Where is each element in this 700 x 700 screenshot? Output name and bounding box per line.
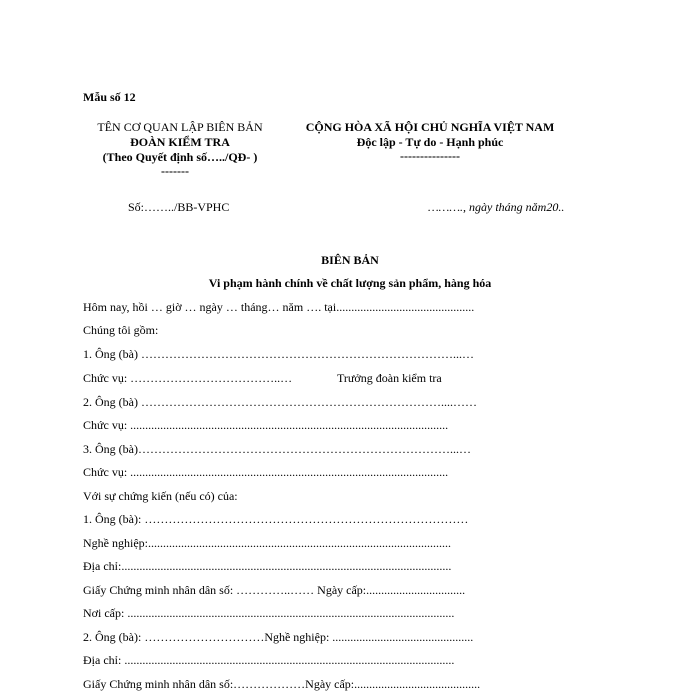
form-number: Mẫu số 12 [83, 90, 136, 104]
member-2-name: 2. Ông (bà) …………………………………………………………………....…… [83, 395, 477, 409]
decision-ref: (Theo Quyết định số…../QĐ- ) [102, 150, 258, 164]
witness-1-id: Giấy Chứng minh nhân dân số: …………..…… Ngày cấp:................................. [83, 583, 466, 597]
country-name: CỘNG HÒA XÃ HỘI CHỦ NGHĨA VIỆT NAM [305, 120, 555, 134]
right-header [285, 120, 575, 162]
participants-heading: Chúng tôi gồm: [83, 323, 159, 337]
date-location-line: Hôm nay, hồi … giờ … ngày … tháng… năm …. tại.............................................. [83, 300, 475, 314]
document-date: ………., ngày tháng năm20.. [428, 200, 565, 214]
document-number: Số:……../BB-VPHC [128, 200, 230, 214]
witness-1-issue-place: Nơi cấp: ............................................................................................................. [83, 606, 455, 620]
member-3-position: Chức vụ: .......................................................................................................... [83, 465, 449, 479]
agency-name: TÊN CƠ QUAN LẬP BIÊN BẢN [97, 120, 263, 134]
witness-1-occupation: Nghề nghiệp:..................................................................................................... [83, 536, 451, 550]
witness-1-address: Địa chỉ:.............................................................................................................. [83, 559, 452, 573]
document-title: BIÊN BẢN [321, 253, 379, 267]
motto: Độc lập - Tự do - Hạnh phúc [356, 135, 504, 149]
right-divider: --------------- [400, 149, 460, 163]
left-header [70, 120, 290, 177]
document-subtitle: Vi phạm hành chính về chất lượng sản phẩm, hàng hóa [208, 276, 492, 290]
member-1-position: Chức vụ: ………………………………..… [83, 371, 293, 385]
member-1-name: 1. Ông (bà) ……………………………………………………………………...… [83, 347, 474, 361]
witness-heading: Với sự chứng kiến (nếu có) của: [83, 489, 238, 503]
member-2-position: Chức vụ: .......................................................................................................... [83, 418, 449, 432]
team-name: ĐOÀN KIỂM TRA [130, 135, 230, 149]
left-divider: ------- [161, 164, 189, 178]
member-3-name: 3. Ông (bà)……………………………………………………………………...… [83, 442, 471, 456]
leader-title: Trưởng đoàn kiểm tra [337, 371, 442, 385]
witness-1-name: 1. Ông (bà): ……………………………………………………………………… [83, 512, 469, 526]
witness-2-id: Giấy Chứng minh nhân dân số:………………Ngày cấp:.......................................... [83, 677, 481, 691]
witness-2-name: 2. Ông (bà): …………………………Nghề nghiệp: ............................................... [83, 630, 474, 644]
witness-2-address: Địa chỉ: .............................................................................................................. [83, 653, 455, 667]
